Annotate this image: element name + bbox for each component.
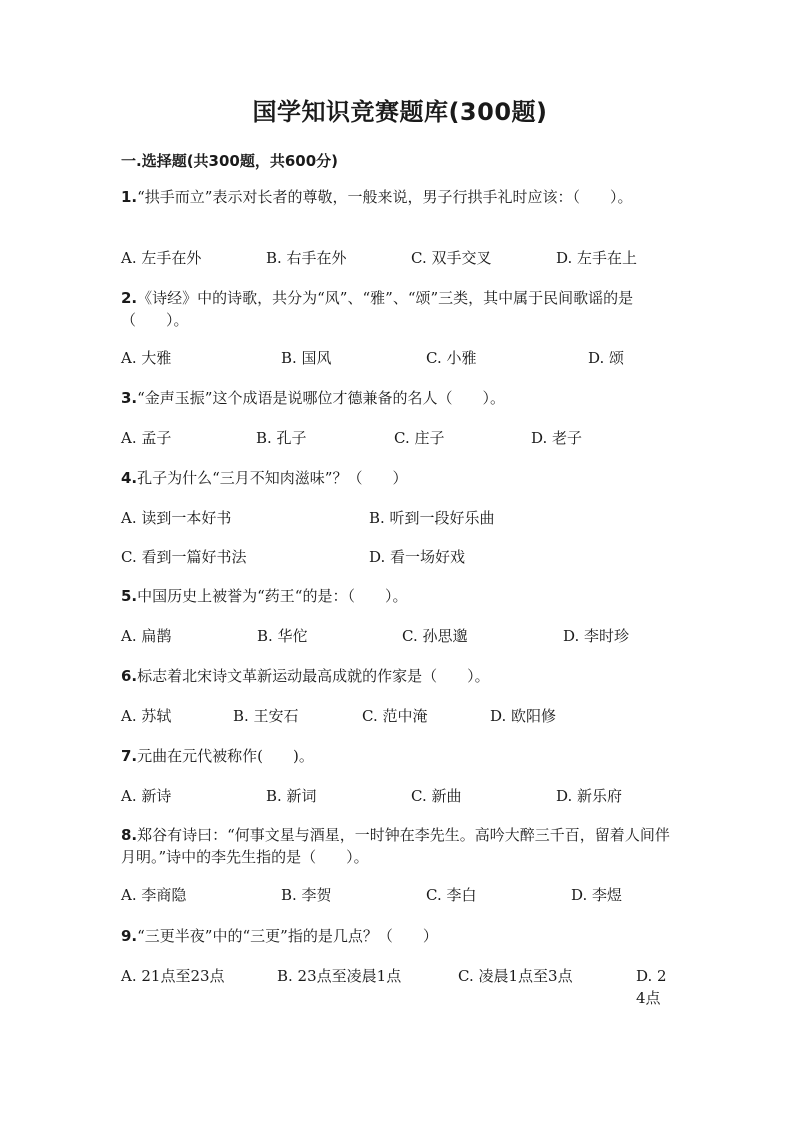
- options-row: [121, 705, 681, 727]
- option-a: A. 苏轼: [121, 707, 172, 725]
- option-d: D. 李煜: [571, 886, 623, 904]
- question-text: “拱手而立”表示对长者的尊敬，一般来说，男子行拱手礼时应该：（ ）。: [137, 188, 633, 206]
- question-8: [121, 824, 673, 868]
- option-a: A. 扁鹊: [121, 627, 172, 645]
- option-c: C. 庄子: [394, 429, 445, 447]
- question-number: 6.: [121, 667, 138, 685]
- question-text: 郑谷有诗曰：“何事文星与酒星，一时钟在李先生。高吟大醉三千百，留着人间伴月明。”诗中的李先生指的是（ ）。: [121, 826, 670, 866]
- question-number: 5.: [121, 587, 138, 605]
- option-b: B. 23点至凌晨1点: [277, 967, 402, 985]
- section-heading: 一.选择题(共300题，共600分): [121, 152, 339, 170]
- options-row: [121, 427, 681, 449]
- option-a: A. 左手在外: [121, 249, 202, 267]
- question-number: 3.: [121, 389, 138, 407]
- option-c: C. 双手交叉: [411, 249, 492, 267]
- option-b: B. 孔子: [256, 429, 307, 447]
- option-b: B. 王安石: [233, 707, 299, 725]
- option-b: B. 华佗: [257, 627, 308, 645]
- question-number: 2.: [121, 289, 138, 307]
- options-row: [121, 507, 681, 529]
- option-c: C. 凌晨1点至3点: [458, 967, 573, 985]
- option-c: C. 新曲: [411, 787, 462, 805]
- option-b: B. 新词: [266, 787, 317, 805]
- question-text: 中国历史上被誉为“药王“的是：（ ）。: [137, 587, 408, 605]
- question-text: 标志着北宋诗文革新运动最高成就的作家是（ ）。: [137, 667, 490, 685]
- question-text: 孔子为什么“三月不知肉滋味”？（ ）: [137, 469, 408, 487]
- options-row: [121, 247, 681, 269]
- question-3: [121, 387, 673, 409]
- options-row: [121, 965, 681, 1009]
- option-d: D. 新乐府: [556, 787, 623, 805]
- option-a: A. 新诗: [121, 787, 172, 805]
- options-row: [121, 546, 681, 568]
- option-c: C. 小雅: [426, 349, 477, 367]
- option-c: C. 李白: [426, 886, 477, 904]
- question-text: “金声玉振”这个成语是说哪位才德兼备的名人（ ）。: [137, 389, 505, 407]
- option-b: B. 听到一段好乐曲: [369, 509, 495, 527]
- option-d: D. 24点: [636, 967, 667, 1007]
- question-number: 1.: [121, 188, 138, 206]
- option-b: B. 右手在外: [266, 249, 347, 267]
- option-b: B. 李贺: [281, 886, 332, 904]
- question-number: 4.: [121, 469, 138, 487]
- option-a: A. 21点至23点: [121, 967, 225, 985]
- option-c: C. 孙思邈: [402, 627, 468, 645]
- option-d: D. 李时珍: [563, 627, 630, 645]
- question-text: “三更半夜”中的“三更”指的是几点？（ ）: [137, 927, 438, 945]
- question-4: [121, 467, 673, 489]
- option-d: D. 颂: [588, 349, 625, 367]
- option-a: A. 李商隐: [121, 886, 187, 904]
- options-row: [121, 884, 681, 906]
- option-a: A. 大雅: [121, 349, 172, 367]
- question-7: [121, 745, 673, 767]
- question-number: 8.: [121, 826, 138, 844]
- question-number: 7.: [121, 747, 138, 765]
- question-2: [121, 287, 673, 331]
- options-row: [121, 625, 681, 647]
- options-row: [121, 347, 681, 369]
- option-c: C. 看到一篇好书法: [121, 548, 247, 566]
- options-row: [121, 785, 681, 807]
- question-text: 元曲在元代被称作( )。: [137, 747, 314, 765]
- page-title: 国学知识竞赛题库(300题): [252, 98, 548, 126]
- option-a: A. 读到一本好书: [121, 509, 232, 527]
- question-6: [121, 665, 673, 687]
- option-a: A. 孟子: [121, 429, 172, 447]
- option-c: C. 范中淹: [362, 707, 428, 725]
- question-5: [121, 585, 673, 607]
- question-number: 9.: [121, 927, 138, 945]
- option-d: D. 老子: [531, 429, 583, 447]
- question-1: [121, 186, 673, 208]
- option-d: D. 左手在上: [556, 249, 638, 267]
- question-text: 《诗经》中的诗歌，共分为“风”、“雅”、“颂”三类，其中属于民间歌谣的是（ ）。: [121, 289, 634, 329]
- option-b: B. 国风: [281, 349, 332, 367]
- option-d: D. 欧阳修: [490, 707, 557, 725]
- question-9: [121, 925, 673, 947]
- option-d: D. 看一场好戏: [369, 548, 466, 566]
